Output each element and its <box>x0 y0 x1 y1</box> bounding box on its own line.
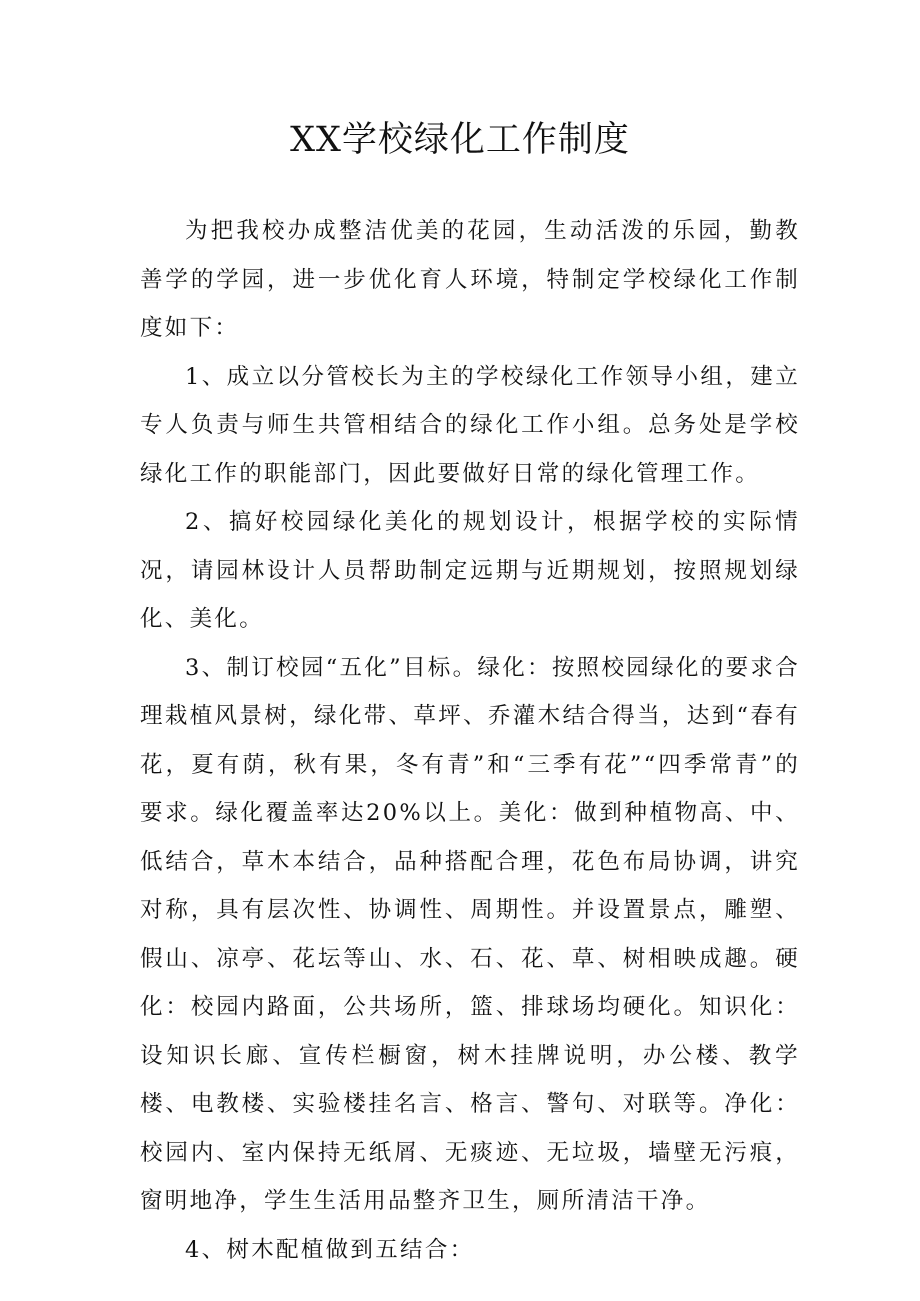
document-body <box>140 207 800 1274</box>
item-3-paragraph: 3、制订校园“五化”目标。绿化：按照校园绿化的要求合理栽植风景树，绿化带、草坪、乔灌木结合得当，达到“春有花，夏有荫，秋有果，冬有青”和“三季有花”“四季常青”的要求。绿化覆盖率达20%以上。美化：做到种植物高、中、低结合，草木本结合，品种搭配合理，花色布局协调，讲究对称，具有层次性、协调性、周期性。并设置景点，雕塑、假山、凉亭、花坛等山、水、石、花、草、树相映成趣。硬化：校园内路面，公共场所，篮、排球场均硬化。知识化：设知识长廊、宣传栏橱窗，树木挂牌说明，办公楼、教学楼、电教楼、实验楼挂名言、格言、警句、对联等。净化：校园内、室内保持无纸屑、无痰迹、无垃圾，墙壁无污痕，窗明地净，学生生活用品整齐卫生，厕所清洁干净。 <box>140 654 800 1214</box>
item-4-paragraph: 4、树木配植做到五结合： <box>185 1236 475 1263</box>
intro-paragraph: 为把我校办成整洁优美的花园，生动活泼的乐园，勤教善学的学园，进一步优化育人环境，特制定学校绿化工作制度如下： <box>140 218 800 341</box>
item-1-paragraph: 1、成立以分管校长为主的学校绿化工作领导小组，建立专人负责与师生共管相结合的绿化工作小组。总务处是学校绿化工作的职能部门，因此要做好日常的绿化管理工作。 <box>140 363 800 487</box>
item-2-paragraph: 2、搞好校园绿化美化的规划设计，根据学校的实际情况，请园林设计人员帮助制定远期与近期规划，按照规划绿化、美化。 <box>140 509 800 632</box>
document-title: XX学校绿化工作制度 <box>290 120 630 160</box>
